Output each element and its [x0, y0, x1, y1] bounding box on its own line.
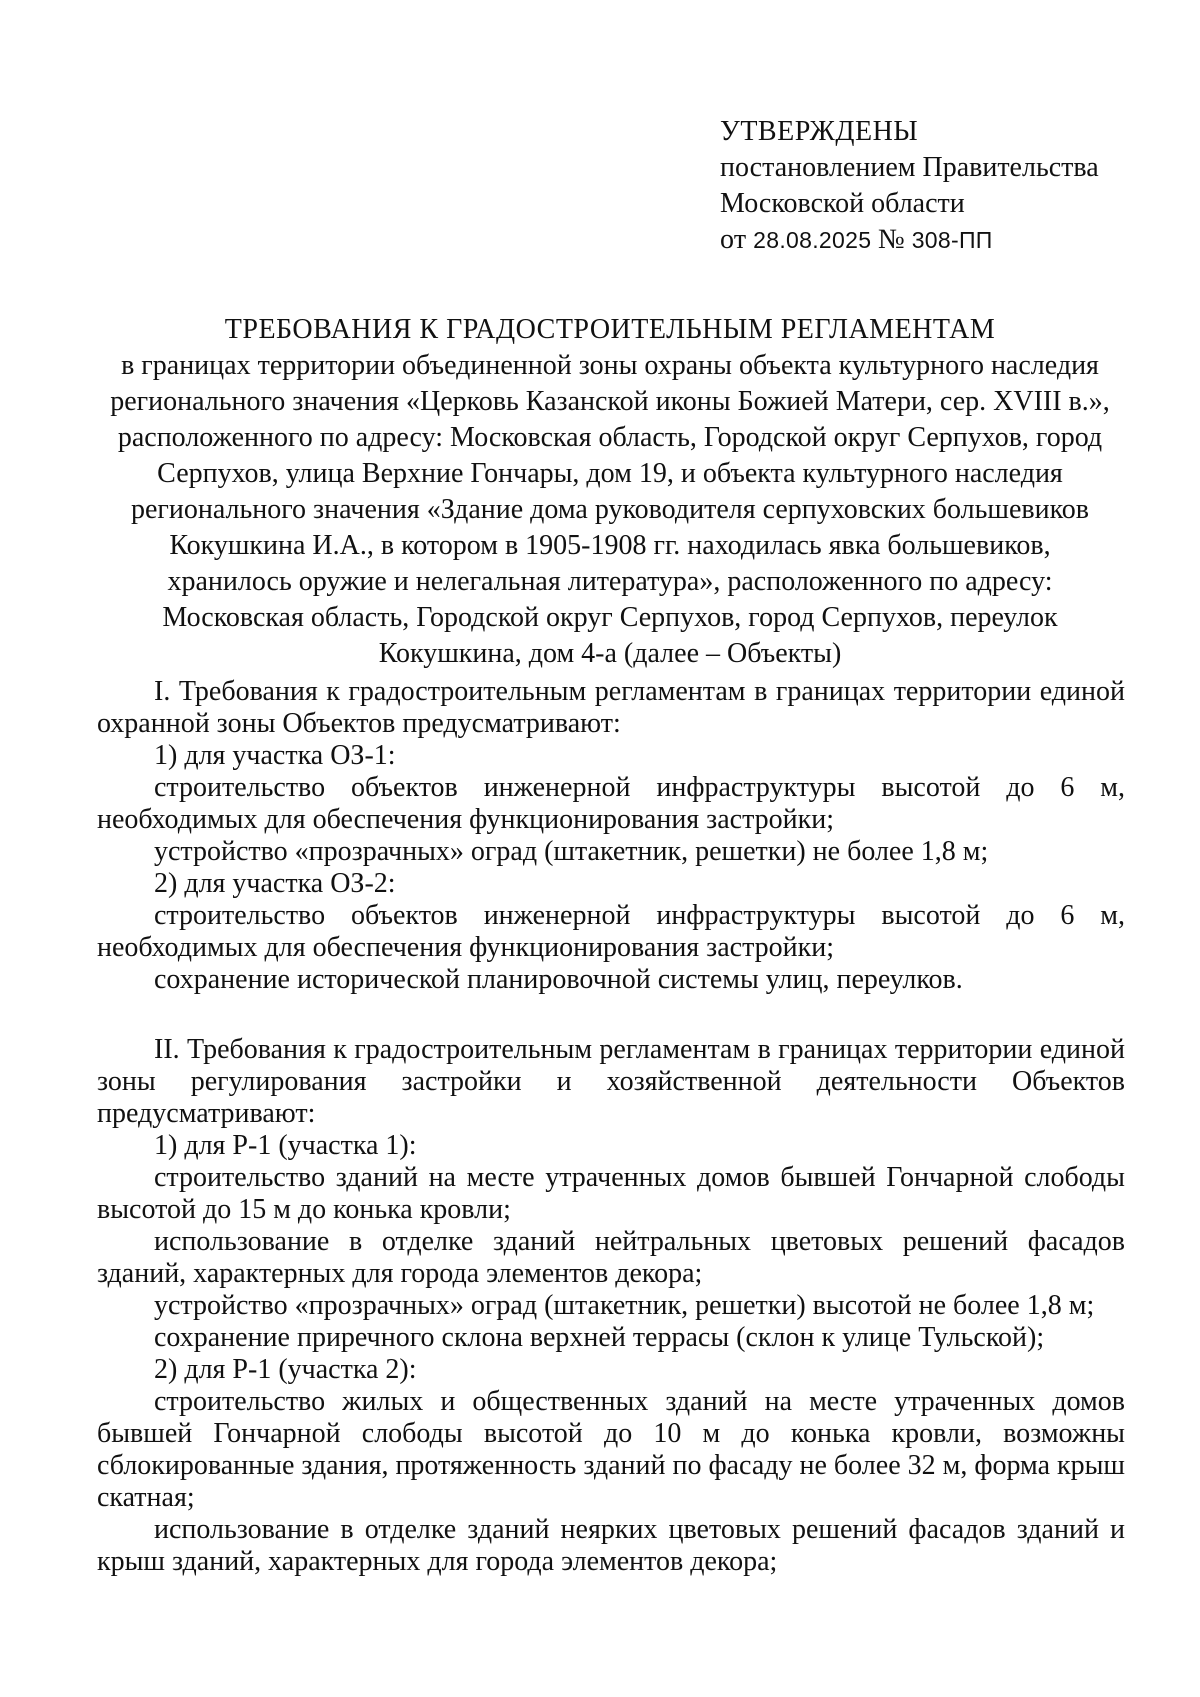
- section-1-oz2-label: 2) для участка ОЗ-2:: [154, 868, 396, 899]
- section-2-r1a-paragraph: устройство «прозрачных» оград (штакетник, решетки) высотой не более 1,8 м;: [154, 1290, 1095, 1321]
- section-2-r1a-paragraph: сохранение приречного склона верхней террасы (склон к улице Тульской);: [154, 1322, 1045, 1353]
- section-2-r1b-paragraph: строительство жилых и общественных зданий на месте утраченных домов бывшей Гончарной слободы высотой до 10 м до конька кровли, возможны сблокированные здания, протяженность зданий по фасаду не более 32 м, форма крыш скатная;: [97, 1386, 1125, 1513]
- section-1-oz1-paragraph: строительство объектов инженерной инфраструктуры высотой до 6 м, необходимых для обеспечения функционирования застройки;: [97, 772, 1125, 835]
- heading-line: Кокушкина И.А., в котором в 1905-1908 гг. находилась явка большевиков,: [169, 530, 1051, 561]
- section-1-oz2-paragraph: сохранение исторической планировочной системы улиц, переулков.: [154, 964, 963, 995]
- section-2-r1b-label: 2) для Р-1 (участка 2):: [154, 1354, 417, 1385]
- approval-number: 308-ПП: [911, 227, 993, 253]
- section-2-intro: II. Требования к градостроительным регламентам в границах территории единой зоны регулирования застройки и хозяйственной деятельности Объектов предусматривают:: [97, 1034, 1125, 1129]
- section-1-oz2-paragraph: строительство объектов инженерной инфраструктуры высотой до 6 м, необходимых для обеспечения функционирования застройки;: [97, 900, 1125, 963]
- heading-line: регионального значения «Здание дома руководителя серпуховских большевиков: [130, 494, 1090, 525]
- document-title: ТРЕБОВАНИЯ К ГРАДОСТРОИТЕЛЬНЫМ РЕГЛАМЕНТАМ: [224, 314, 996, 345]
- heading-line: Серпухов, улица Верхние Гончары, дом 19, и объекта культурного наследия: [157, 458, 1063, 489]
- approved-heading: УТВЕРЖДЕНЫ: [720, 116, 919, 147]
- section-1-oz1-paragraph: устройство «прозрачных» оград (штакетник, решетки) не более 1,8 м;: [154, 836, 989, 867]
- number-sign: №: [878, 224, 906, 255]
- section-gap: [97, 996, 1125, 1034]
- document-heading: [100, 312, 1120, 672]
- heading-line: Кокушкина, дом 4-а (далее – Объекты): [378, 638, 842, 669]
- section-1-oz1-label: 1) для участка ОЗ-1:: [154, 740, 396, 771]
- section-2-r1b-paragraph: использование в отделке зданий неярких цветовых решений фасадов зданий и крыш зданий, характерных для города элементов декора;: [97, 1514, 1125, 1577]
- heading-line: расположенного по адресу: Московская область, Городской округ Серпухов, город: [117, 422, 1103, 453]
- heading-line: в границах территории объединенной зоны охраны объекта культурного наследия: [121, 350, 1099, 381]
- section-2-r1a-paragraph: строительство зданий на месте утраченных домов бывшей Гончарной слободы высотой до 15 м до конька кровли;: [97, 1162, 1125, 1225]
- heading-line: регионального значения «Церковь Казанской иконы Божией Матери, сер. XVIII в.»,: [110, 386, 1110, 417]
- section-2-r1a-label: 1) для Р-1 (участка 1):: [154, 1130, 417, 1161]
- approval-date: 28.08.2025: [753, 227, 872, 253]
- section-1-intro: I. Требования к градостроительным регламентам в границах территории единой охранной зоны Объектов предусматривают:: [97, 676, 1125, 739]
- heading-line: хранилось оружие и нелегальная литература», расположенного по адресу:: [167, 566, 1053, 597]
- approval-line-1: постановлением Правительства: [720, 152, 1099, 183]
- document-body: [97, 676, 1125, 1578]
- heading-line: Московская область, Городской округ Серпухов, город Серпухов, переулок: [162, 602, 1058, 633]
- date-prefix: от: [720, 224, 747, 255]
- section-2-r1a-paragraph: использование в отделке зданий нейтральных цветовых решений фасадов зданий, характерных для города элементов декора;: [97, 1226, 1125, 1289]
- approval-stamp: [720, 114, 1099, 258]
- approval-date-line: [720, 222, 1099, 258]
- approval-line-2: Московской области: [720, 188, 965, 219]
